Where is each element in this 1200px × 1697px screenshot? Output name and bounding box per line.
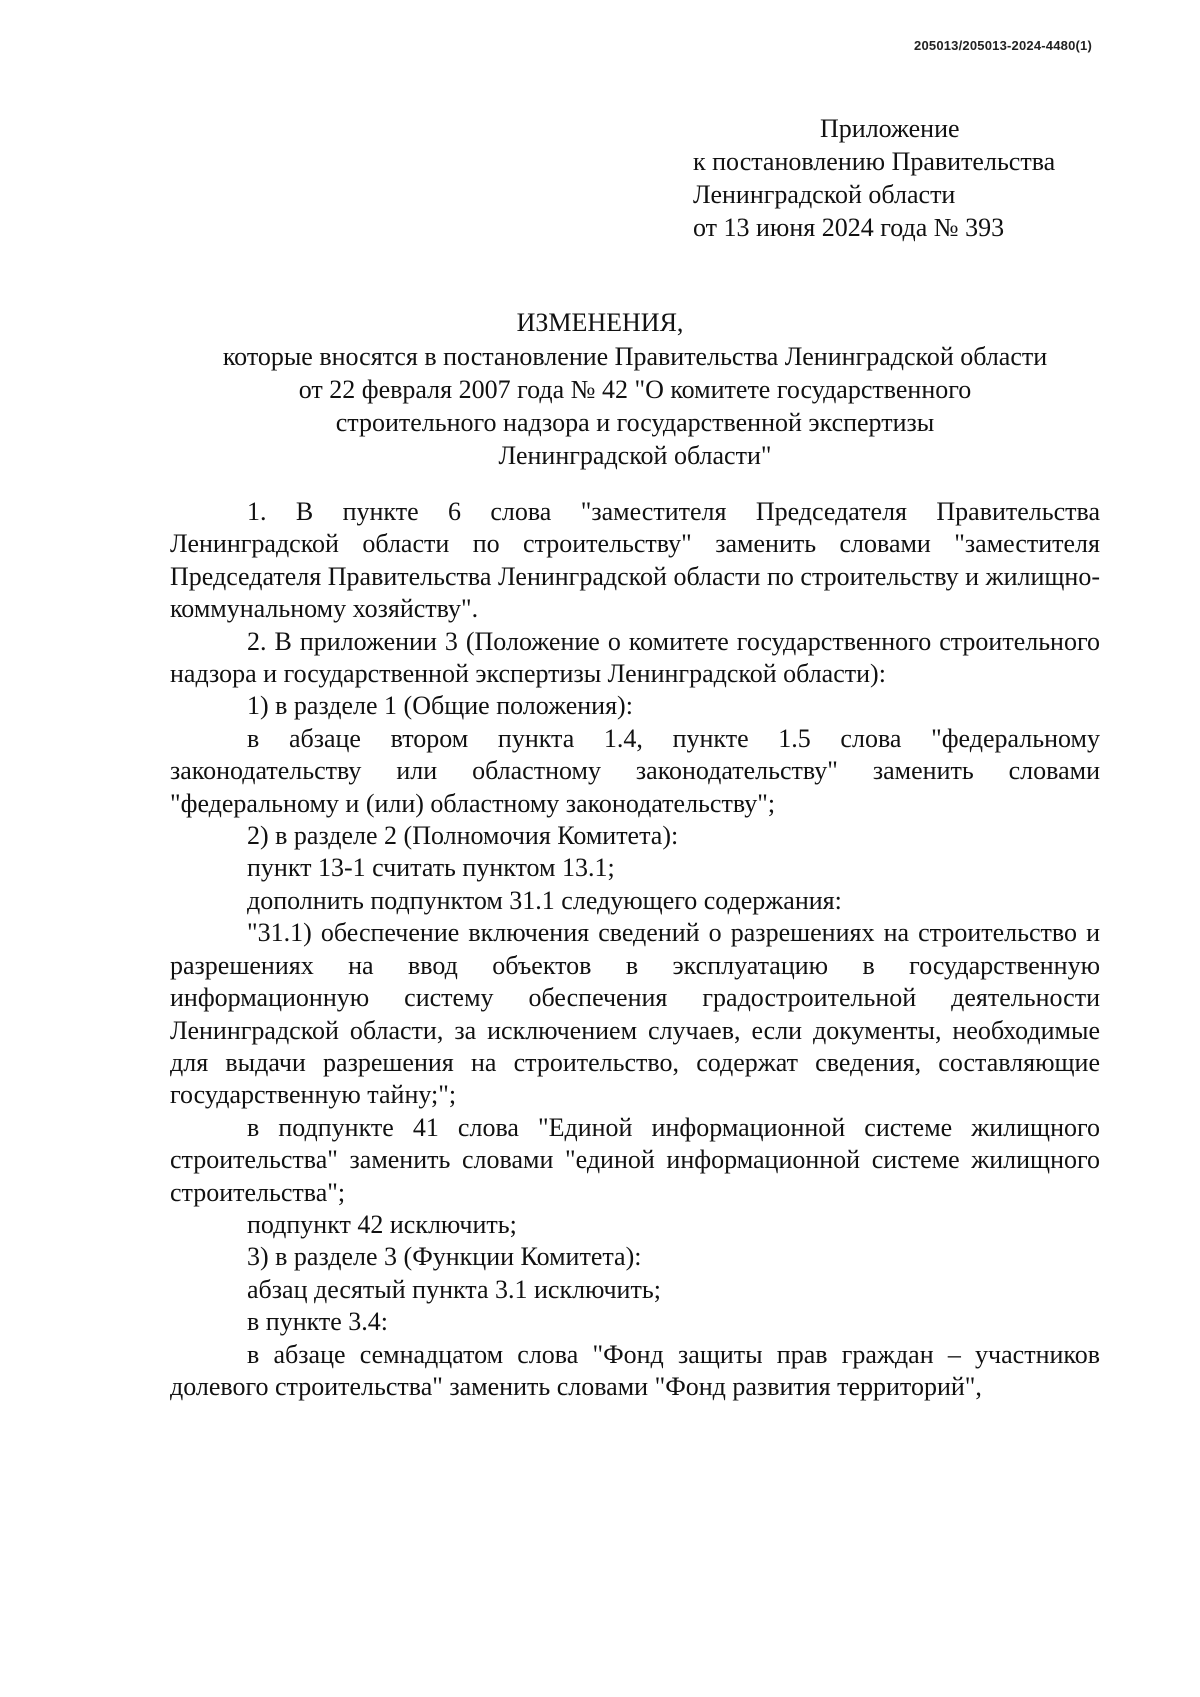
paragraph-point-3-4: в пункте 3.4: — [247, 1307, 389, 1337]
paragraph-quote-31-1: "31.1) обеспечение включения сведений о разрешениях на строительство и разрешениях на ввод объектов в эксплуатацию в государственную информационную систему обеспечения градостроительной деятельности Ленинградской области, за исключением случаев, если документы, необходимые для выдачи разрешения на строительство, содержат сведения, составляющие государственную тайну;"; — [170, 918, 1100, 1110]
document-subtitle — [170, 340, 1100, 472]
document-id-code: 205013/205013-2024-4480(1) — [914, 38, 1092, 53]
document-body — [170, 496, 1100, 1403]
paragraph-section-1-heading: 1) в разделе 1 (Общие положения): — [247, 691, 633, 721]
document-title: ИЗМЕНЕНИЯ, — [516, 308, 684, 337]
appendix-line-4: от 13 июня 2024 года № 393 — [693, 213, 1005, 242]
paragraph-item-1: 1. В пункте 6 слова "заместителя Председателя Правительства Ленинградской области по строительству" заменить словами "заместителя Председателя Правительства Ленинградской области по строительству и жилищно-коммунальному хозяйству". — [170, 497, 1100, 624]
paragraph-subpoint-41: в подпункте 41 слова "Единой информационной системе жилищного строительства" заменить словами "единой информационной системе жилищного строительства"; — [170, 1112, 1100, 1207]
paragraph-section-3-heading: 3) в разделе 3 (Функции Комитета): — [247, 1242, 642, 1272]
paragraph-paragraph-17: в абзаце семнадцатом слова "Фонд защиты прав граждан – участников долевого строительства" заменить словами "Фонд развития территорий", — [170, 1339, 1100, 1401]
subtitle-line-3: строительного надзора и государственной экспертизы — [335, 408, 935, 437]
paragraph-point-13-1: пункт 13-1 считать пунктом 13.1; — [247, 853, 615, 883]
subtitle-line-1: которые вносятся в постановление Правительства Ленинградской области — [222, 342, 1048, 371]
appendix-line-3: Ленинградской области — [693, 180, 956, 209]
paragraph-point-3-1: абзац десятый пункта 3.1 исключить; — [247, 1274, 661, 1304]
appendix-line-2: к постановлению Правительства — [693, 147, 1056, 176]
paragraph-item-2: 2. В приложении 3 (Положение о комитете государственного строительного надзора и государственной экспертизы Ленинградской области): — [170, 626, 1100, 689]
paragraph-subpoint-42: подпункт 42 исключить; — [247, 1209, 517, 1239]
paragraph-add-31-1: дополнить подпунктом 31.1 следующего содержания: — [247, 885, 842, 915]
paragraph-clause-1-4: в абзаце втором пункта 1.4, пункте 1.5 слова "федеральному законодательству или областному законодательству" заменить словами "федеральному и (или) областному законодательству"; — [170, 723, 1100, 818]
subtitle-line-2: от 22 февраля 2007 года № 42 "О комитете государственного — [298, 375, 972, 404]
appendix-block — [693, 112, 1055, 244]
subtitle-line-4: Ленинградской области" — [498, 441, 772, 470]
appendix-line-1: Приложение — [820, 114, 960, 143]
paragraph-section-2-heading: 2) в разделе 2 (Полномочия Комитета): — [247, 821, 679, 851]
